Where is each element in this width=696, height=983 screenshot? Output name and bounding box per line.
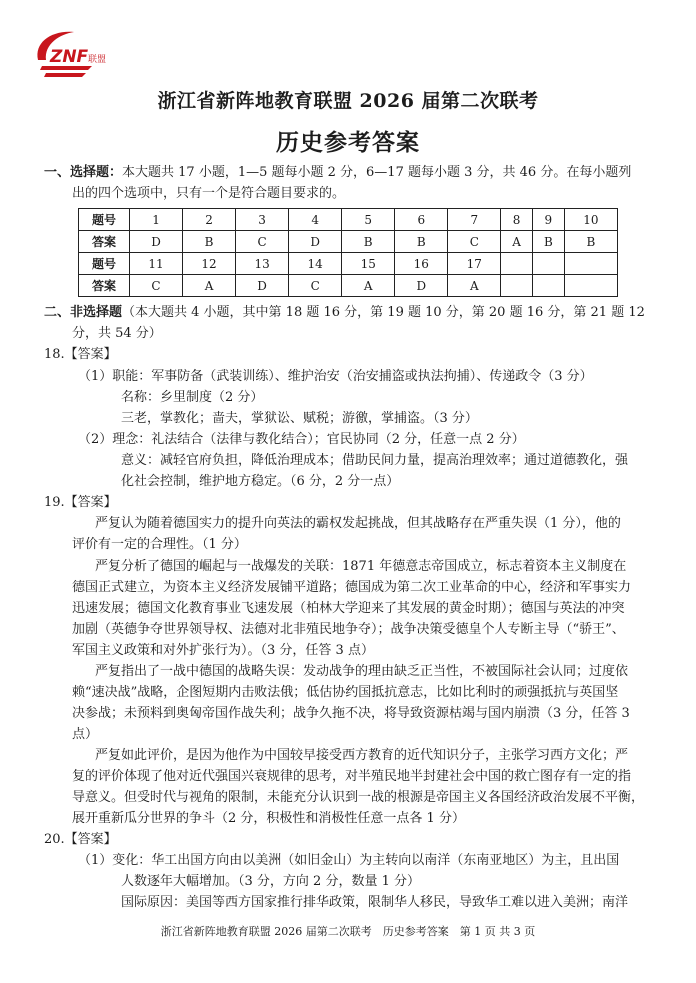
q19-line: 严复指出了一战中德国的战略失误：发动战争的理由缺乏正当性，不被国际社会认同；过度依	[95, 664, 629, 679]
q19-line: 赖“速决战”战略，企图短期内击败法俄；低估协约国抵抗意志，比如比利时的顽强抵抗与英国坚	[72, 685, 619, 700]
q19-line: 德国正式建立，为资本主义经济发展铺平道路；德国成为第二次工业革命的中心，经济和军事实力	[72, 580, 632, 595]
q19-line: 评价有一定的合理性。（1 分）	[72, 537, 247, 552]
page-subtitle: 历史参考答案	[276, 129, 420, 156]
table-cell: D	[395, 275, 448, 297]
q20-line: （1）变化：华工出国方向由以美洲（如旧金山）为主转向以南洋（东南亚地区）为主，且出国	[78, 853, 620, 868]
table-row	[79, 275, 618, 297]
table-cell: D	[289, 231, 342, 253]
section2-heading: 二、非选择题	[44, 305, 123, 320]
table-cell: A	[342, 275, 395, 297]
table-cell: C	[289, 275, 342, 297]
section1-heading: 一、选择题：	[44, 165, 123, 180]
section1-line1: 一、选择题：本大题共 17 小题，1—5 题每小题 2 分，6—17 题每小题 3 分，共 46 分。在每小题列	[44, 165, 632, 180]
q18-line: （1）职能：军事防备（武装训练）、维护治安（治安捕盗或执法拘捕）、传递政令（3 分）	[78, 369, 593, 384]
table-cell: 2	[183, 209, 236, 231]
section1-line2: 出的四个选项中，只有一个是符合题目要求的。	[72, 186, 346, 201]
section2-line1: 二、非选择题（本大题共 4 小题，其中第 18 题 16 分，第 19 题 10 分，第 20 题 16 分，第 21 题 12	[44, 305, 645, 320]
q19-line: 严复分析了德国的崛起与一战爆发的关联：1871 年德意志帝国成立，标志着资本主义制度在	[95, 559, 627, 574]
answer-table	[78, 208, 618, 297]
q19-line: 决参战；未预料到奥匈帝国作战失利；战争久拖不决，将导致资源枯竭与国内崩溃（3 分，任答 3	[72, 706, 630, 721]
table-cell: 1	[130, 209, 183, 231]
q18-line: 化社会控制，维护地方稳定。（6 分，2 分一点）	[121, 474, 400, 489]
q19-line: 复的评价体现了他对近代强国兴衰规律的思考，对半殖民地半封建社会中国的救亡图存有一定的指	[72, 769, 632, 784]
table-cell: D	[130, 231, 183, 253]
q20-label: 20.【答案】	[44, 832, 117, 847]
table-cell: 5	[342, 209, 395, 231]
q19-line: 展开重新瓜分世界的争斗（2 分，积极性和消极性任意一点各 1 分）	[72, 811, 465, 826]
table-row-label: 答案	[79, 275, 130, 297]
section2-line2: 分，共 54 分）	[72, 326, 162, 341]
table-cell: 6	[395, 209, 448, 231]
table-cell	[564, 253, 617, 275]
table-cell: 10	[564, 209, 617, 231]
table-cell: B	[342, 231, 395, 253]
alliance-logo	[30, 26, 112, 84]
table-cell: 16	[395, 253, 448, 275]
table-cell: C	[448, 231, 501, 253]
logo-badge: 联盟	[88, 55, 107, 65]
q18-line: （2）理念：礼法结合（法律与教化结合）；官民协同（2 分，任意一点 2 分）	[78, 432, 525, 447]
table-cell: 15	[342, 253, 395, 275]
q19-label: 19.【答案】	[44, 495, 117, 510]
q18-label: 18.【答案】	[44, 347, 117, 362]
table-cell: A	[501, 231, 533, 253]
table-cell: 17	[448, 253, 501, 275]
table-cell: 11	[130, 253, 183, 275]
table-row	[79, 253, 618, 275]
q18-line: 名称：乡里制度（2 分）	[121, 390, 264, 405]
table-cell: A	[448, 275, 501, 297]
table-cell: 8	[501, 209, 533, 231]
table-cell: C	[236, 231, 289, 253]
table-cell: 13	[236, 253, 289, 275]
q19-line: 导意义。但受时代与视角的限制，未能充分认识到一战的根源是帝国主义各国经济政治发展不平衡，	[72, 790, 645, 805]
logo-stripes	[40, 66, 92, 77]
logo-text: ZNF	[50, 47, 89, 67]
table-cell: B	[395, 231, 448, 253]
table-cell: B	[183, 231, 236, 253]
page-title: 浙江省新阵地教育联盟 2026 届第二次联考	[157, 90, 539, 112]
q19-line: 军国主义政策和对外扩张行为）。（3 分，任答 3 点）	[72, 643, 374, 658]
q20-line: 人数逐年大幅增加。（3 分，方向 2 分，数量 1 分）	[121, 874, 420, 889]
q19-line: 严复如此评价，是因为他作为中国较早接受西方教育的近代知识分子，主张学习西方文化；严	[95, 748, 629, 763]
table-cell: D	[236, 275, 289, 297]
table-cell: 14	[289, 253, 342, 275]
table-cell: B	[564, 231, 617, 253]
q18-line: 三老，掌教化；啬夫，掌狱讼、赋税；游徼，掌捕盗。（3 分）	[121, 411, 478, 426]
table-cell	[501, 275, 533, 297]
q19-line: 严复认为随着德国实力的提升向英法的霸权发起挑战，但其战略存在严重失误（1 分），他的	[95, 516, 621, 531]
page-footer: 浙江省新阵地教育联盟 2026 届第二次联考 历史参考答案 第 1 页 共 3 页	[160, 925, 536, 938]
table-cell: B	[532, 231, 564, 253]
table-cell: 7	[448, 209, 501, 231]
q19-line: 加剧（英德争夺世界领导权、法德对北非殖民地争夺）；战争决策受德皇个人专断主导（“骄王”、	[72, 622, 625, 637]
table-cell: 4	[289, 209, 342, 231]
table-row	[79, 209, 618, 231]
table-cell: 3	[236, 209, 289, 231]
table-cell	[532, 253, 564, 275]
table-row-label: 题号	[79, 253, 130, 275]
table-cell: 9	[532, 209, 564, 231]
q18-line: 意义：减轻官府负担，降低治理成本；借助民间力量，提高治理效率；通过道德教化，强	[121, 453, 629, 468]
q19-line: 点）	[72, 727, 99, 742]
table-row	[79, 231, 618, 253]
table-row-label: 答案	[79, 231, 130, 253]
table-row-label: 题号	[79, 209, 130, 231]
table-cell: 12	[183, 253, 236, 275]
table-cell: C	[130, 275, 183, 297]
q19-line: 迅速发展；德国文化教育事业飞速发展（柏林大学迎来了其发展的黄金时期）；德国与英法的冲突	[72, 601, 625, 616]
table-cell	[564, 275, 617, 297]
q20-line: 国际原因：美国等西方国家推行排华政策，限制华人移民，导致华工难以进入美洲；南洋	[121, 895, 629, 910]
table-cell	[532, 275, 564, 297]
table-cell	[501, 253, 533, 275]
table-cell: A	[183, 275, 236, 297]
